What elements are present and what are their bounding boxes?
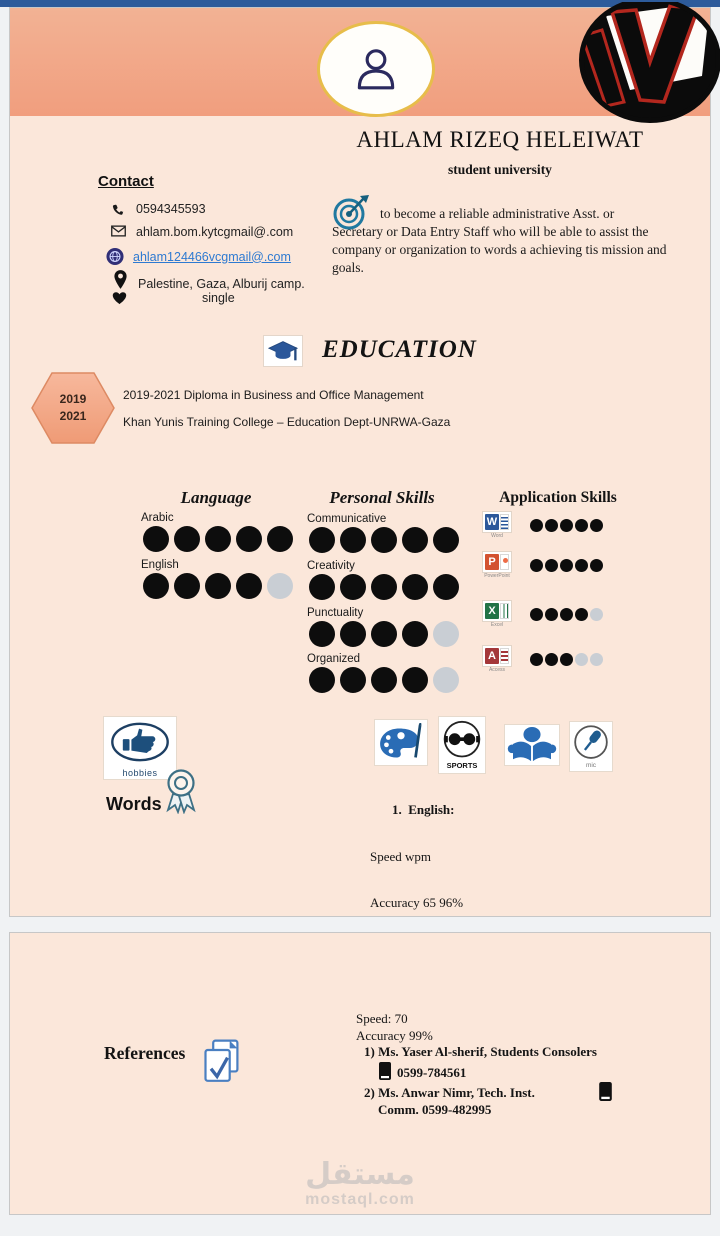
sports-dumbbell-icon <box>438 716 486 774</box>
skill-label: Communicative <box>307 513 387 525</box>
contact-location-row <box>111 269 305 291</box>
references-heading: References <box>104 1043 186 1063</box>
contact-location: Palestine, Gaza, Alburij camp. <box>138 277 305 291</box>
watermark-arabic: مستقل <box>305 1158 415 1191</box>
mostaql-watermark <box>10 1159 710 1209</box>
skill-label: Creativity <box>307 560 355 572</box>
globe-icon <box>106 246 124 267</box>
typing-line: Speed wpm <box>370 848 432 864</box>
education-school: Khan Yunis Training College – Education Dept-UNRWA-Gaza <box>123 415 451 429</box>
application-skills-section <box>478 486 678 673</box>
typing-line: 1. English: <box>392 802 455 817</box>
mobile-phone-icon <box>378 1061 392 1086</box>
skill-dots-creativity <box>309 574 459 600</box>
art-palette-icon <box>374 719 428 766</box>
avatar <box>317 21 435 117</box>
candidate-name: AHLAM RIZEQ HELEIWAT <box>356 127 644 152</box>
education-heading: EDUCATION <box>322 336 477 363</box>
thumbs-up-icon <box>108 721 172 763</box>
hobbies-caption: hobbies <box>122 768 158 778</box>
app-dots-powerpoint <box>530 559 603 572</box>
resume-page-1 <box>9 7 711 917</box>
skill-label: English <box>141 559 179 571</box>
mic-caption: mic <box>585 762 597 769</box>
education-year-to: 2021 <box>59 409 87 423</box>
mobile-phone-icon <box>598 1081 613 1107</box>
candidate-title: student university <box>448 162 552 177</box>
checklist-pages-icon <box>202 1039 242 1088</box>
skill-dots-punctuality <box>309 621 459 647</box>
language-heading: Language <box>180 488 252 507</box>
envelope-icon <box>109 225 127 237</box>
app-skill-row-excel <box>480 600 603 628</box>
award-ribbon-icon <box>161 768 201 819</box>
contact-link-row <box>106 246 291 267</box>
contact-heading: Contact <box>98 173 154 190</box>
personal-skills-heading: Personal Skills <box>329 488 435 507</box>
watermark-domain: mostaql.com <box>305 1191 415 1208</box>
location-pin-icon <box>111 269 129 290</box>
app-dots-excel <box>530 608 603 621</box>
graduation-cap-icon <box>263 335 303 367</box>
reference-2-phone: Comm. 0599-482995 <box>378 1101 492 1117</box>
application-skills-heading: Application Skills <box>499 489 617 506</box>
contact-marital-status: single <box>202 291 235 305</box>
phone-icon <box>109 202 127 216</box>
mic-icon <box>569 721 613 772</box>
reference-2-name: 2) Ms. Anwar Nimr, Tech. Inst. <box>364 1085 535 1100</box>
excel-icon: X Excel <box>480 600 514 628</box>
reference-1-phone-row <box>356 1061 686 1086</box>
app-skill-row-access <box>480 645 603 673</box>
app-skill-row-powerpoint <box>480 551 603 579</box>
contact-web-link[interactable]: ahlam124466vcgmail@.com <box>133 249 291 264</box>
references-block <box>356 1011 686 1118</box>
resume-page-2 <box>9 932 711 1215</box>
skill-label: Organized <box>307 653 361 665</box>
app-dots-access <box>530 653 603 666</box>
career-objective: to become a reliable administrative Asst. or Secretary or Data Entry Staff who will be able to assist the company or organization to words a achieving tis mission and goals. <box>332 206 667 275</box>
contact-phone: 0594345593 <box>136 202 206 216</box>
skill-dots-communicative <box>309 527 459 553</box>
ref-speed: Speed: 70 <box>356 1011 408 1026</box>
skill-dots-arabic <box>143 526 293 552</box>
education-degree: 2019-2021 Diploma in Business and Office Management <box>123 388 424 402</box>
education-year-from: 2019 <box>59 392 87 406</box>
skill-dots-english <box>143 573 293 599</box>
typing-line: Accuracy 65 96% <box>370 895 464 910</box>
skill-label: Arabic <box>141 512 174 524</box>
reading-icon <box>504 724 560 766</box>
word-icon: W Word <box>480 511 514 539</box>
app-skill-row-word <box>480 511 603 539</box>
education-years-hexagon <box>31 372 115 444</box>
reference-1-name: 1) Ms. Yaser Al-sherif, Students Consolers <box>364 1044 597 1059</box>
contact-email-row <box>109 225 293 239</box>
contact-email: ahlam.bom.kytcgmail@.com <box>136 225 294 239</box>
words-label: Words <box>106 794 162 814</box>
skill-dots-organized <box>309 667 459 693</box>
access-icon: A Access <box>480 645 514 673</box>
ref-accuracy: Accuracy 99% <box>356 1027 433 1043</box>
contact-phone-row <box>109 202 206 216</box>
heart-icon <box>110 291 128 305</box>
contact-status-row <box>110 291 235 305</box>
app-dots-word <box>530 519 603 532</box>
powerpoint-icon: P PowerPoint <box>480 551 514 579</box>
skill-label: Punctuality <box>307 607 364 619</box>
reference-1-phone: 0599-784561 <box>397 1064 467 1080</box>
brand-logo-icon <box>578 2 720 131</box>
sports-caption: SPORTS <box>446 761 478 770</box>
person-icon <box>351 44 401 94</box>
